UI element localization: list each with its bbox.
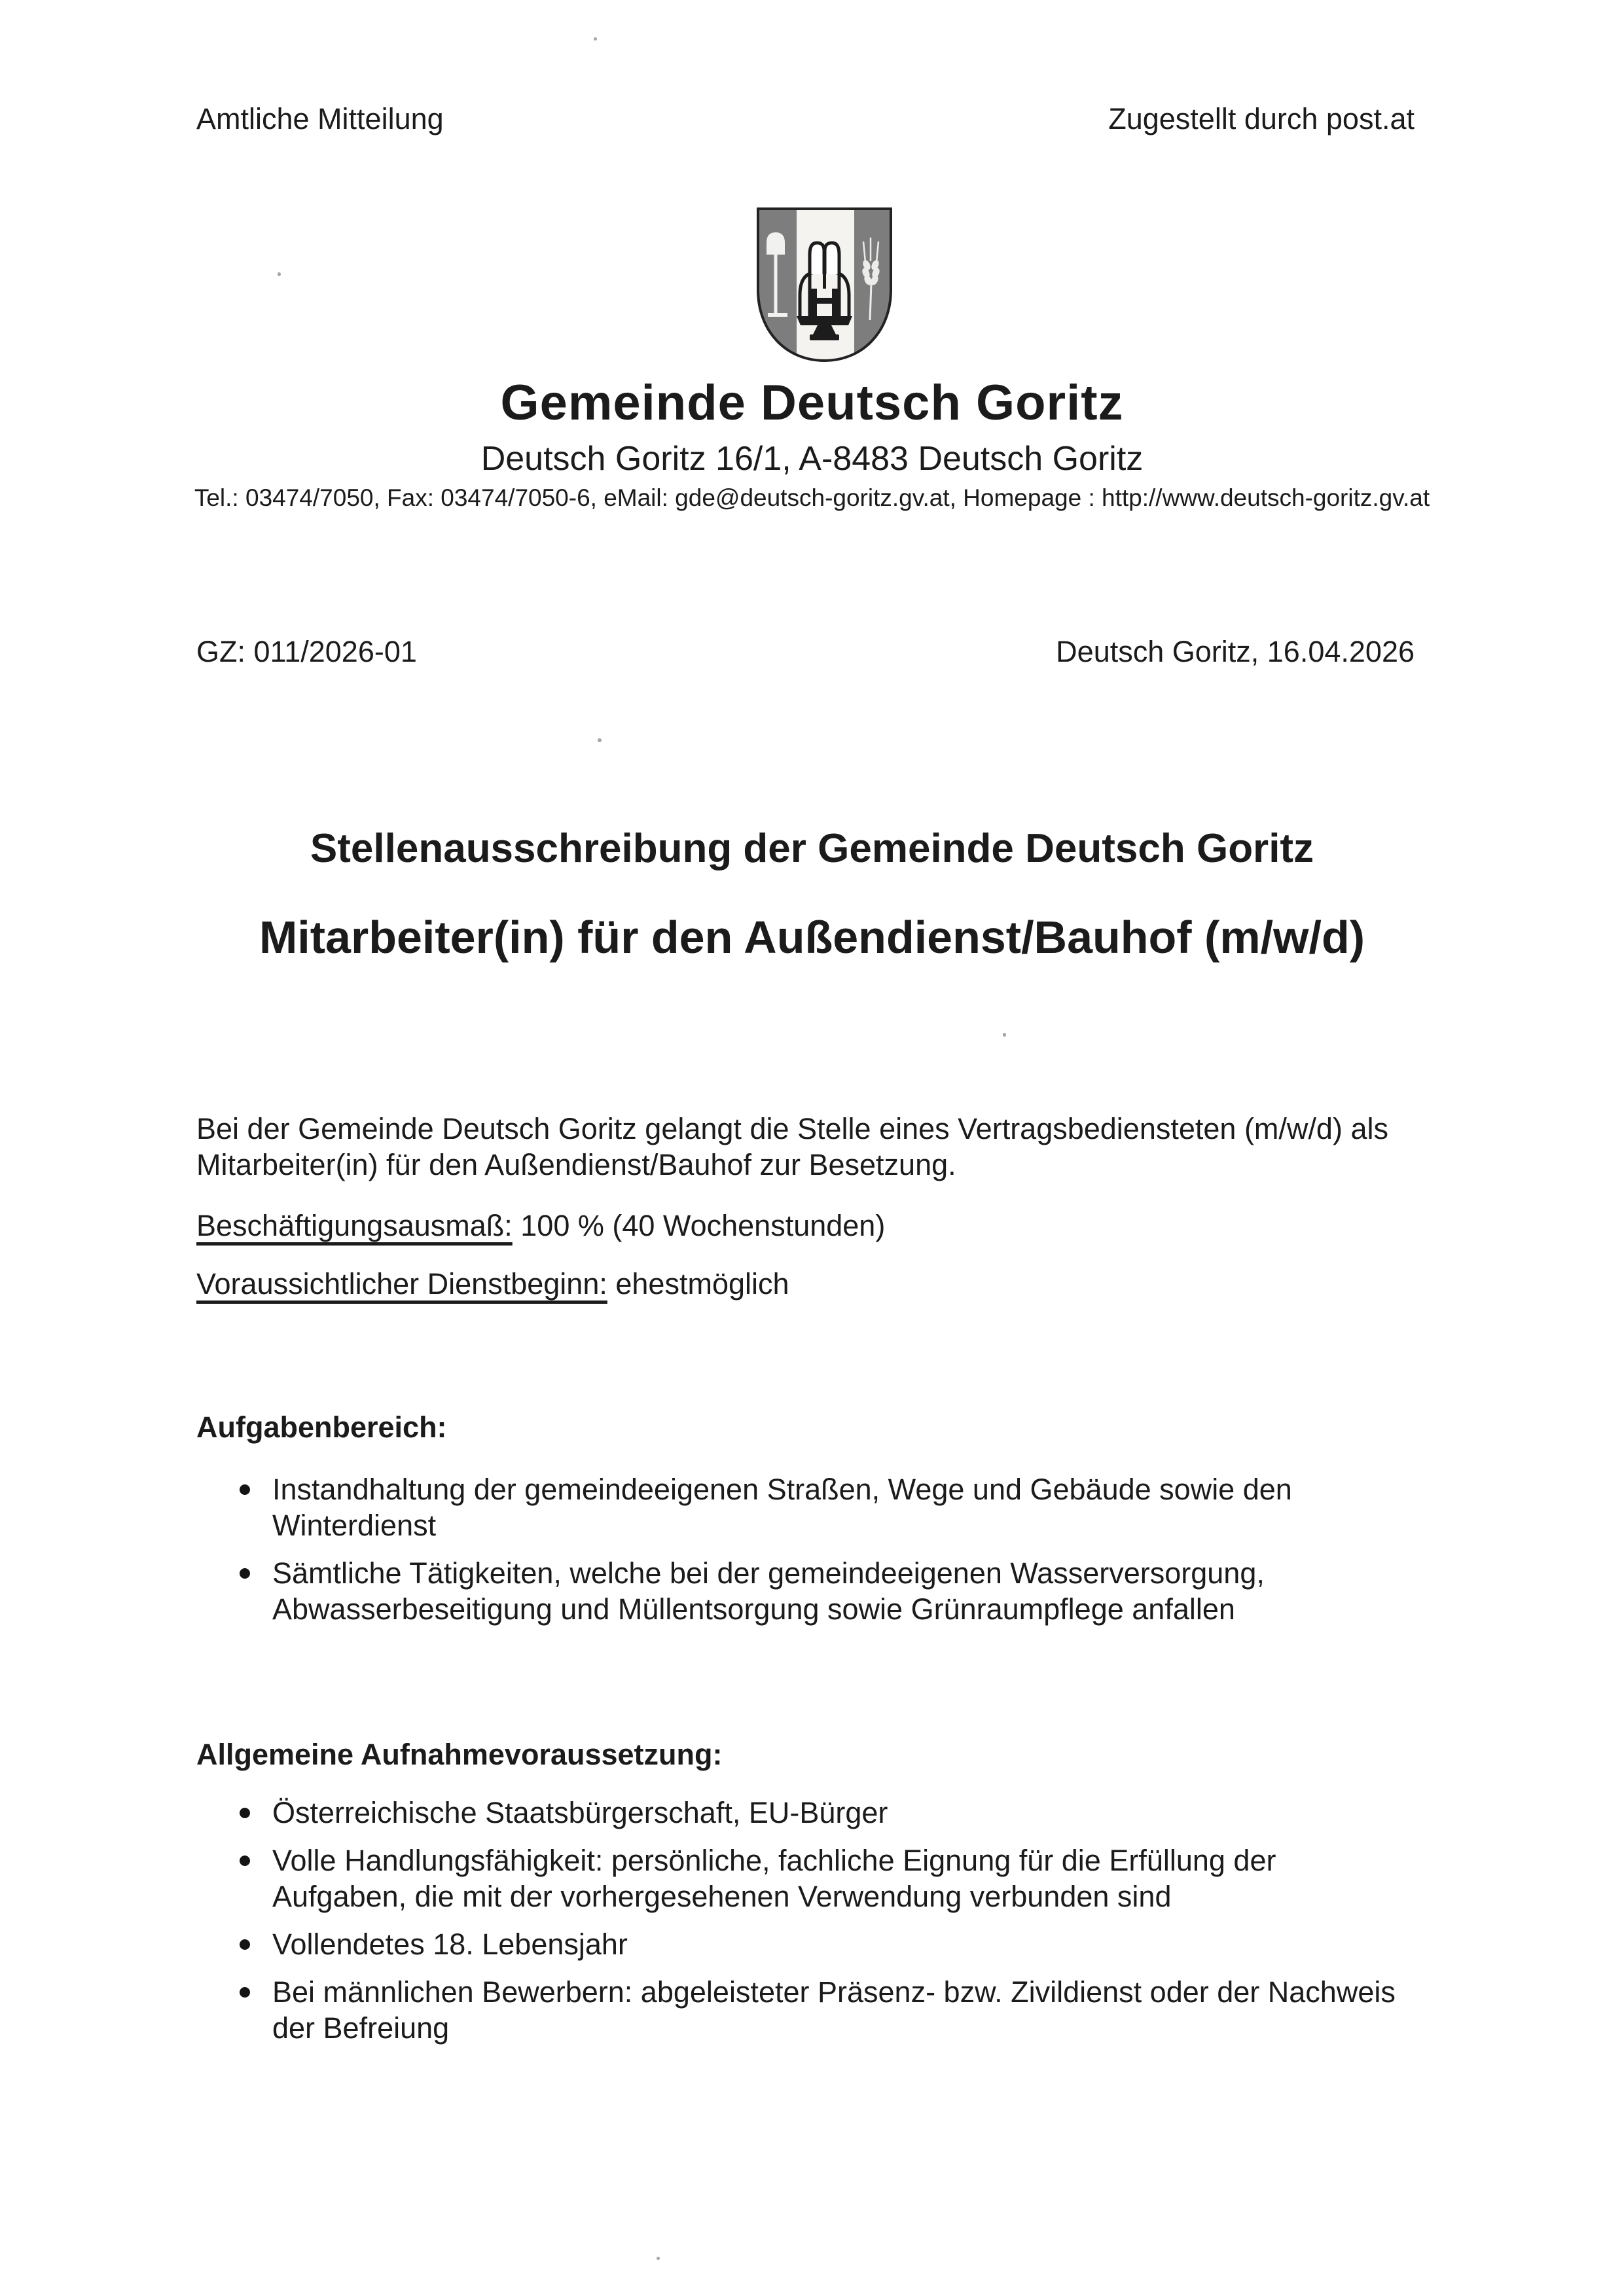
section-heading-tasks: Aufgabenbereich: [196,1410,447,1444]
start-date-value: ehestmöglich [615,1267,789,1300]
employment-extent-line [196,1208,885,1244]
scan-speck [278,272,281,276]
bullet-icon [240,1484,250,1495]
list-item [196,1795,1411,1831]
file-reference: GZ: 011/2026-01 [196,635,417,668]
list-item-text: Vollendetes 18. Lebensjahr [272,1928,628,1961]
header-classification: Amtliche Mitteilung [196,102,444,135]
municipality-contact-line: Tel.: 03474/7050, Fax: 03474/7050-6, eMail: gde@deutsch-goritz.gv.at, Homepage : http://www.deutsch-goritz.gv.at [194,484,1430,511]
list-item [196,1471,1411,1543]
place-and-date: Deutsch Goritz, 16.04.2026 [1056,635,1415,668]
intro-paragraph: Bei der Gemeinde Deutsch Goritz gelangt die Stelle eines Vertragsbediensteten (m/w/d) als Mitarbeiter(in) für den Außendienst/Bauhof zur Besetzung. [196,1112,1388,1181]
bullet-icon [240,1808,250,1818]
list-item [196,1926,1411,1962]
municipal-coat-of-arms-icon [755,205,894,364]
start-date-line [196,1266,789,1302]
municipality-name: Gemeinde Deutsch Goritz [500,375,1124,431]
start-date-label: Voraussichtlicher Dienstbeginn: [196,1267,607,1300]
list-item [196,1842,1411,1914]
municipality-address: Deutsch Goritz 16/1, A-8483 Deutsch Goritz [480,440,1144,478]
task-list [196,1471,1411,1639]
list-item [196,1555,1411,1627]
bullet-icon [240,1987,250,1998]
scan-speck [1003,1033,1006,1037]
bullet-icon [240,1568,250,1579]
list-item-text: Bei männlichen Bewerbern: abgeleisteter Präsenz- bzw. Zivildienst oder der Nachweis der Befreiung [272,1975,1396,2045]
position-title: Mitarbeiter(in) für den Außendienst/Bauhof (m/w/d) [259,912,1365,963]
list-item-text: Instandhaltung der gemeindeeigenen Straßen, Wege und Gebäude sowie den Winterdienst [272,1473,1292,1542]
document-subject-title: Stellenausschreibung der Gemeinde Deutsch Goritz [310,826,1314,871]
bullet-icon [240,1856,250,1866]
scan-speck [657,2257,660,2260]
header-delivery-note: Zugestellt durch post.at [1108,102,1415,135]
employment-extent-value: 100 % (40 Wochenstunden) [520,1209,886,1242]
list-item [196,1974,1411,2046]
scan-speck [594,37,597,41]
list-item-text: Österreichische Staatsbürgerschaft, EU-Bürger [272,1796,888,1829]
list-item-text: Sämtliche Tätigkeiten, welche bei der gemeindeeigenen Wasserversorgung, Abwasserbeseitigung und Müllentsorgung sowie Grünraumpflege anfallen [272,1556,1265,1626]
employment-extent-label: Beschäftigungsausmaß: [196,1209,513,1242]
bullet-icon [240,1939,250,1950]
scan-speck [598,738,602,742]
list-item-text: Volle Handlungsfähigkeit: persönliche, fachliche Eignung für die Erfüllung der Aufgaben, die mit der vorhergesehenen Verwendung verbunden sind [272,1844,1276,1913]
requirements-list [196,1795,1411,2058]
section-heading-requirements: Allgemeine Aufnahmevoraussetzung: [196,1738,723,1771]
